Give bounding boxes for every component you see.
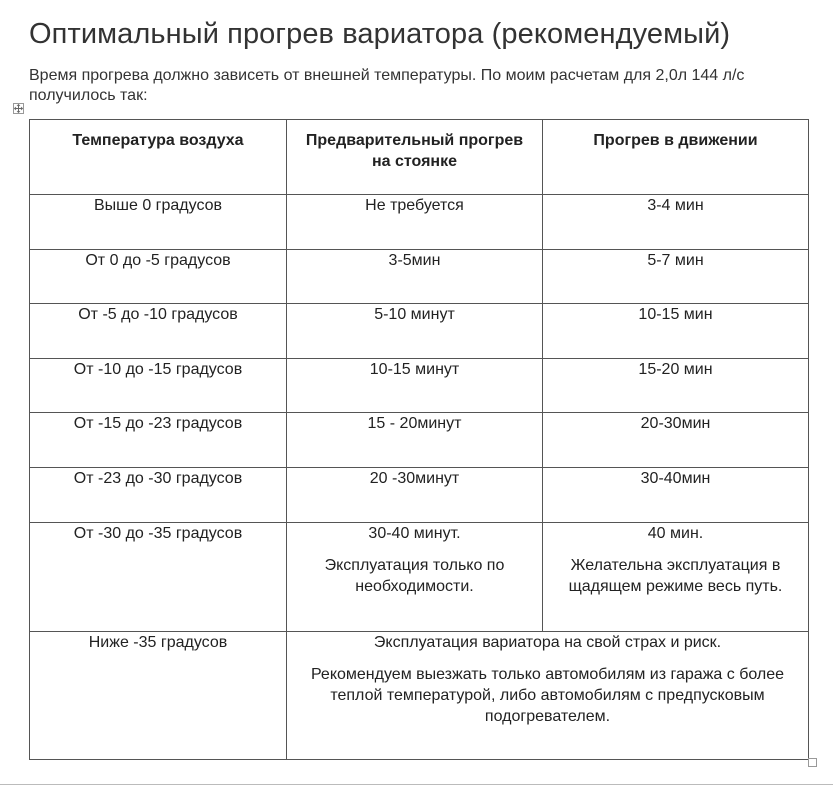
parking-time: 30-40 минут. xyxy=(368,524,461,542)
cell-temperature: От -30 до -35 градусов xyxy=(30,522,287,631)
cell-driving: 15-20 мин xyxy=(543,358,809,413)
cell-parking: 3-5мин xyxy=(287,249,543,304)
header-temperature: Температура воздуха xyxy=(30,120,287,195)
table-row xyxy=(30,522,809,631)
parking-note: Эксплуатация только по необходимости. xyxy=(324,556,505,595)
cell-temperature: От -23 до -30 градусов xyxy=(30,467,287,522)
move-arrows-icon xyxy=(14,104,23,113)
cell-temperature: Выше 0 градусов xyxy=(30,195,287,250)
table-row xyxy=(30,304,809,359)
cell-parking: 5-10 минут xyxy=(287,304,543,359)
table-row xyxy=(30,467,809,522)
driving-note: Желательна эксплуатация в щадящем режиме весь путь. xyxy=(568,556,783,595)
cell-driving: 10-15 мин xyxy=(543,304,809,359)
cell-temperature: Ниже -35 градусов xyxy=(30,631,287,759)
cell-driving: 5-7 мин xyxy=(543,249,809,304)
cell-parking: 20 -30минут xyxy=(287,467,543,522)
table-row xyxy=(30,249,809,304)
header-parking-warmup: Предварительный прогрев на стоянке xyxy=(287,120,543,195)
table-move-icon[interactable] xyxy=(13,103,24,114)
table-row xyxy=(30,631,809,759)
cell-driving xyxy=(543,522,809,631)
cell-merged-warning xyxy=(287,631,809,759)
cell-driving: 30-40мин xyxy=(543,467,809,522)
warmup-table xyxy=(29,119,809,760)
warning-note: Рекомендуем выезжать только автомобилям из гаража с более теплой температурой, либо автомобилям с предпусковым подогревателем. xyxy=(310,665,785,725)
table-row xyxy=(30,413,809,468)
cell-driving: 3-4 мин xyxy=(543,195,809,250)
cell-parking: Не требуется xyxy=(287,195,543,250)
driving-time: 40 мин. xyxy=(647,524,704,542)
table-resize-handle[interactable] xyxy=(808,758,817,767)
cell-parking: 10-15 минут xyxy=(287,358,543,413)
table-row xyxy=(30,358,809,413)
cell-driving: 20-30мин xyxy=(543,413,809,468)
table-row xyxy=(30,195,809,250)
cell-parking: 15 - 20минут xyxy=(287,413,543,468)
cell-parking xyxy=(287,522,543,631)
cell-temperature: От -10 до -15 градусов xyxy=(30,358,287,413)
warning-text: Эксплуатация вариатора на свой страх и риск. xyxy=(373,633,722,651)
divider xyxy=(0,784,833,785)
header-driving-warmup: Прогрев в движении xyxy=(543,120,809,195)
cell-temperature: От 0 до -5 градусов xyxy=(30,249,287,304)
table-header-row xyxy=(30,120,809,195)
cell-temperature: От -15 до -23 градусов xyxy=(30,413,287,468)
cell-temperature: От -5 до -10 градусов xyxy=(30,304,287,359)
intro-paragraph: Время прогрева должно зависеть от внешней температуры. По моим расчетам для 2,0л 144 л/с получилось так: xyxy=(29,67,745,104)
page-title: Оптимальный прогрев вариатора (рекомендуемый) xyxy=(29,18,731,50)
